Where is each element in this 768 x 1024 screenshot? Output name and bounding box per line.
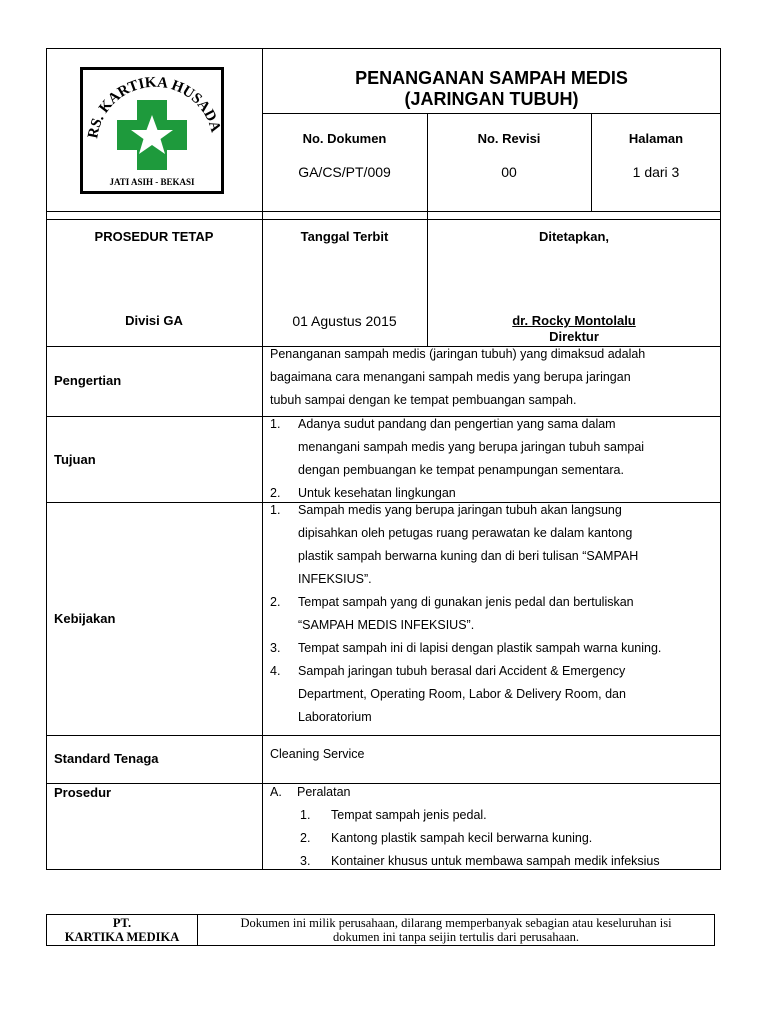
list-item bbox=[270, 591, 713, 637]
tujuan-list bbox=[270, 413, 713, 505]
column-divider bbox=[591, 113, 592, 211]
page-label: Halaman bbox=[628, 131, 684, 146]
list-number: 4. bbox=[270, 664, 281, 678]
text-line: tubuh sampai dengan ke tempat pembuangan sampah. bbox=[270, 393, 577, 407]
divider bbox=[262, 113, 721, 114]
company-line-2: KARTIKA MEDIKA bbox=[64, 930, 180, 944]
list-number: 3. bbox=[270, 641, 281, 655]
title-line-2: (JARINGAN TUBUH) bbox=[404, 89, 579, 109]
standard-value: Cleaning Service bbox=[270, 747, 365, 761]
list-item bbox=[270, 827, 713, 850]
section-label-standard: Standard Tenaga bbox=[54, 751, 159, 766]
list-item bbox=[270, 637, 713, 660]
list-number: 2. bbox=[270, 486, 281, 500]
section-label-pengertian: Pengertian bbox=[54, 373, 122, 388]
list-number: 1. bbox=[300, 808, 311, 822]
document-footer bbox=[46, 914, 715, 946]
company-line-1: PT. bbox=[112, 916, 132, 930]
group-letter: A. bbox=[270, 785, 282, 799]
text-line: bagaimana cara menangani sampah medis yang berupa jaringan bbox=[270, 370, 631, 384]
logo-bottom-text: JATI ASIH - BEKASI bbox=[109, 177, 195, 187]
text-line: Tempat sampah ini di lapisi dengan plastik sampah warna kuning. bbox=[298, 641, 662, 655]
text-line: Sampah medis yang berupa jaringan tubuh akan langsung bbox=[298, 503, 622, 517]
procedure-group bbox=[270, 781, 713, 804]
list-number: 1. bbox=[270, 417, 281, 431]
list-number: 1. bbox=[270, 503, 281, 517]
procedure-type: PROSEDUR TETAP bbox=[94, 229, 214, 244]
approved-label: Ditetapkan, bbox=[538, 229, 610, 244]
divider bbox=[46, 735, 721, 736]
section-label-tujuan: Tujuan bbox=[54, 452, 96, 467]
notice-line-1: Dokumen ini milik perusahaan, dilarang memperbanyak sebagian atau keseluruhan isi bbox=[240, 916, 672, 930]
text-line: Laboratorium bbox=[298, 710, 372, 724]
doc-number-label: No. Dokumen bbox=[302, 131, 387, 146]
footer-notice bbox=[198, 915, 714, 944]
list-item bbox=[270, 660, 713, 729]
divider bbox=[46, 219, 721, 220]
text-line: dipisahkan oleh petugas ruang perawatan ke dalam kantong bbox=[298, 526, 633, 540]
text-line: Sampah jaringan tubuh berasal dari Accident & Emergency bbox=[298, 664, 626, 678]
group-title: Peralatan bbox=[297, 785, 351, 799]
division: Divisi GA bbox=[125, 313, 183, 328]
revision-label: No. Revisi bbox=[477, 131, 541, 146]
title-line-1: PENANGANAN SAMPAH MEDIS bbox=[355, 68, 628, 88]
logo-emblem-icon bbox=[83, 70, 221, 191]
list-number: 2. bbox=[270, 595, 281, 609]
text-line: Adanya sudut pandang dan pengertian yang sama dalam bbox=[298, 417, 616, 431]
text-line: Untuk kesehatan lingkungan bbox=[298, 486, 456, 500]
list-item bbox=[270, 413, 713, 482]
prosedur-content bbox=[270, 781, 713, 873]
section-label-prosedur: Prosedur bbox=[54, 785, 112, 800]
text-line: Tempat sampah yang di gunakan jenis pedal dan bertuliskan bbox=[298, 595, 634, 609]
list-item bbox=[270, 499, 713, 591]
item-text: Tempat sampah jenis pedal. bbox=[331, 808, 487, 822]
item-text: Kantong plastik sampah kecil berwarna kuning. bbox=[331, 831, 593, 845]
list-item bbox=[270, 850, 713, 873]
pengertian-text bbox=[270, 343, 713, 412]
page-value: 1 dari 3 bbox=[632, 164, 680, 180]
list-number: 3. bbox=[300, 854, 311, 868]
doc-number-value: GA/CS/PT/009 bbox=[298, 164, 391, 180]
item-text: Kontainer khusus untuk membawa sampah medik infeksius bbox=[331, 854, 660, 868]
list-number: 2. bbox=[300, 831, 311, 845]
kebijakan-list bbox=[270, 499, 713, 729]
notice-line-2: dokumen ini tanpa seijin tertulis dari perusahaan. bbox=[332, 930, 580, 944]
text-line: dengan pembuangan ke tempat penampungan sementara. bbox=[298, 463, 624, 477]
divider bbox=[46, 211, 721, 212]
revision-value: 00 bbox=[501, 164, 517, 180]
section-label-kebijakan: Kebijakan bbox=[54, 611, 116, 626]
issue-date-value: 01 Agustus 2015 bbox=[292, 313, 397, 329]
signer-name: dr. Rocky Montolalu bbox=[512, 313, 636, 328]
text-line: Department, Operating Room, Labor & Delivery Room, dan bbox=[298, 687, 626, 701]
text-line: plastik sampah berwarna kuning dan di beri tulisan “SAMPAH bbox=[298, 549, 639, 563]
logo-top-text: RS. KARTIKA HUSAD bbox=[85, 74, 220, 140]
footer-company bbox=[47, 915, 198, 946]
document-title bbox=[262, 68, 721, 110]
list-item bbox=[270, 804, 713, 827]
signer-title: Direktur bbox=[549, 329, 599, 344]
hospital-logo bbox=[80, 67, 224, 194]
issue-date-label: Tanggal Terbit bbox=[300, 229, 389, 244]
text-line: Penanganan sampah medis (jaringan tubuh) yang dimaksud adalah bbox=[270, 347, 646, 361]
text-line: menangani sampah medis yang berupa jaringan tubuh sampai bbox=[298, 440, 645, 454]
text-line: “SAMPAH MEDIS INFEKSIUS”. bbox=[298, 618, 475, 632]
text-line: INFEKSIUS”. bbox=[298, 572, 372, 586]
